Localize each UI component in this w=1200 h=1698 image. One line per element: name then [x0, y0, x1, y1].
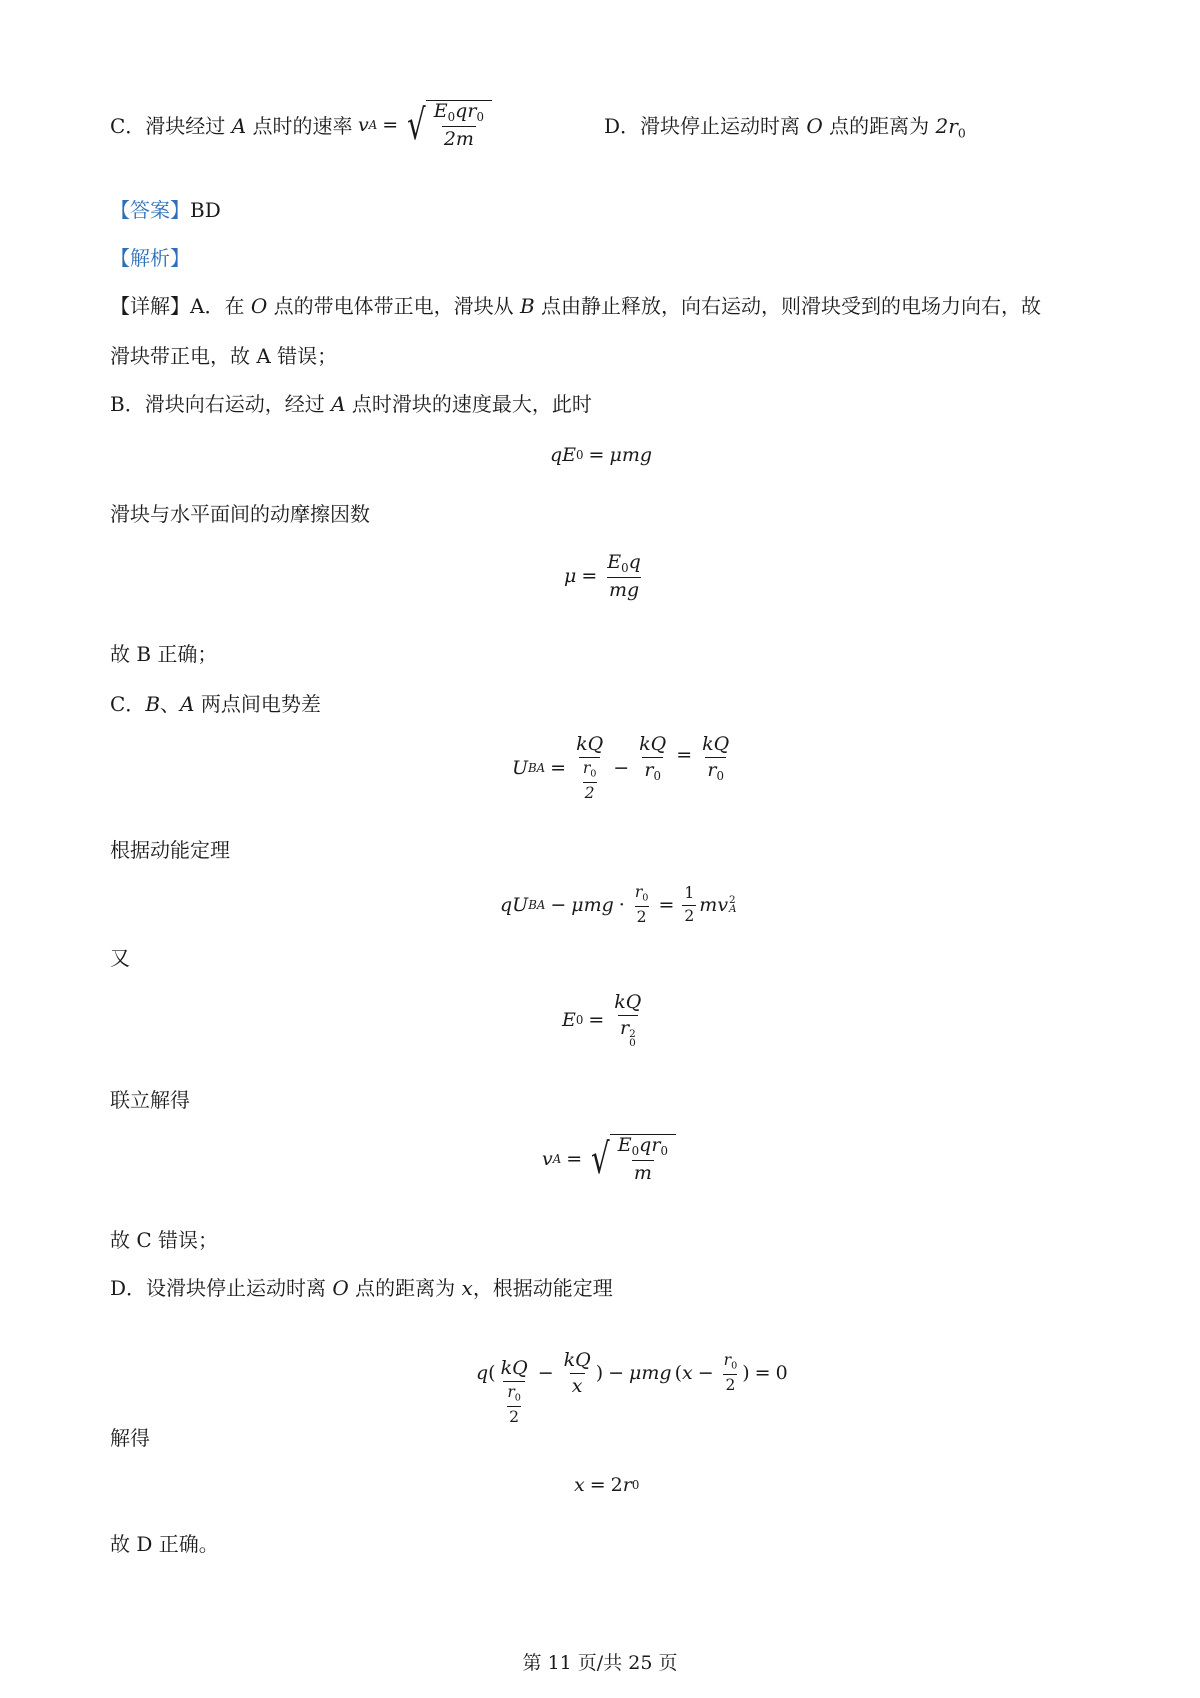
option-d-label: D．滑块停止运动时离 — [604, 114, 801, 138]
option-c-formula: v A = √ $\frac{E_0qr_0}{2m}$ — [358, 100, 492, 150]
detail-c-conclusion: 故 C 错误； — [110, 1228, 219, 1252]
option-d-text: 点的距离为 — [829, 114, 930, 138]
detail-b-friction: 滑块与水平面间的动摩擦因数 — [110, 502, 370, 526]
detail-c-line1: C．B、A 两点间电势差 — [110, 692, 321, 716]
sqrt: √ $\frac{E_0qr_0}{2m}$ — [403, 100, 492, 150]
detail-a-line2: 滑块带正电，故 A 错误； — [110, 344, 338, 368]
option-d-value: $2r_0$ — [935, 114, 966, 141]
detail-c-solve: 联立解得 — [110, 1088, 190, 1112]
detail-d-solve: 解得 — [110, 1426, 150, 1450]
option-c-label: C．滑块经过 — [110, 114, 226, 138]
detail-c-theorem: 根据动能定理 — [110, 838, 230, 862]
equation-5: E 0 = kQ r 2 0 — [562, 991, 642, 1050]
option-c-text: 点时的速率 — [252, 114, 353, 138]
equation-6: v A = √ $\frac{E_0qr_0}{m}$ — [542, 1134, 676, 1184]
detail-a-line1: 【详解】A．在 O 点的带电体带正电，滑块从 B 点由静止释放，向右运动，则滑块受到的电场力向右，故 — [110, 294, 1041, 318]
option-c — [110, 112, 352, 140]
option-d — [604, 112, 966, 147]
point-a: A — [231, 114, 247, 138]
analysis-tag: 【解析】 — [110, 246, 190, 270]
equation-7: q ( $\frac{kQ}{\frac{r_0}{2}}$ − $\frac{kQ}{x}$ ) − μmg ( x − $\frac{r_0}{2}$ ) = 0 — [476, 1348, 788, 1426]
point-o: O — [806, 114, 823, 138]
equation-2: μ = $\frac{E_0q}{mg}$ — [564, 551, 641, 602]
equation-1: q E 0 = μmg — [550, 444, 652, 466]
equation-3: U BA = $\frac{kQ}{\frac{r_0}{2}}$ − $\frac{kQ}{r_0}$ = $\frac{kQ}{r_0}$ — [512, 733, 730, 802]
detail-d-conclusion: 故 D 正确。 — [110, 1532, 219, 1556]
answer-line — [110, 196, 221, 224]
equation-8: x = 2 r 0 — [574, 1474, 640, 1496]
page-footer: 第 11 页/共 25 页 — [522, 1652, 678, 1674]
detail-b-line1: B．滑块向右运动，经过 A 点时滑块的速度最大，此时 — [110, 392, 592, 416]
equation-4: q U BA − μmg · $\frac{r_0}{2}$ = $\frac{1}{2}$ m v 2 A — [500, 883, 737, 926]
detail-d-line1: D．设滑块停止运动时离 O 点的距离为 x，根据动能定理 — [110, 1276, 613, 1300]
detail-c-also: 又 — [110, 946, 130, 970]
answer-tag: 【答案】 — [110, 198, 190, 222]
detail-b-conclusion: 故 B 正确； — [110, 642, 218, 666]
answer-value: BD — [190, 198, 221, 222]
